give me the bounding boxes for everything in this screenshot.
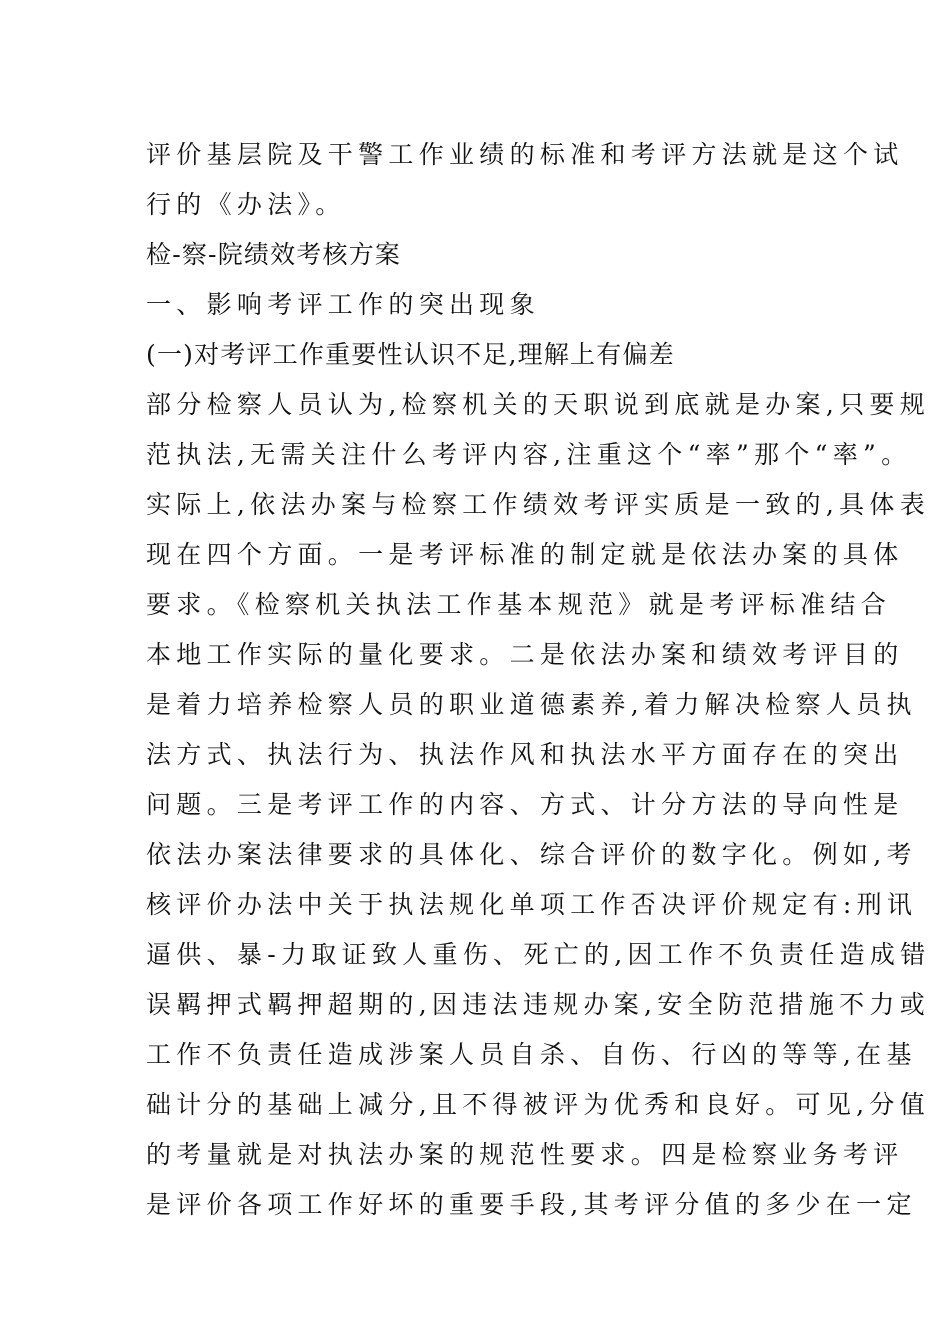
document-title: 检-察-院绩效考核方案 [146,240,402,269]
body-line: 础计分的基础上减分,且不得被评为优秀和良好。可见,分值 [146,1090,930,1119]
subsection-heading: (一)对考评工作重要性认识不足,理解上有偏差 [146,340,675,369]
body-line: 逼供、暴-力取证致人重伤、死亡的,因工作不负责任造成错 [146,940,931,969]
body-line: 法方式、执法行为、执法作风和执法水平方面存在的突出 [146,740,904,769]
body-line: 依法办案法律要求的具体化、综合评价的数字化。例如,考 [146,840,917,869]
body-line: 现在四个方面。一是考评标准的制定就是依法办案的具体 [146,540,904,569]
body-line: 实际上,依法办案与检察工作绩效考评实质是一致的,具体表 [146,490,930,519]
body-line: 的考量就是对执法办案的规范性要求。四是检察业务考评 [146,1140,904,1169]
section-heading: 一、影响考评工作的突出现象 [146,290,540,319]
body-line: 本地工作实际的量化要求。二是依法办案和绩效考评目的 [146,640,904,669]
body-line: 部分检察人员认为,检察机关的天职说到底就是办案,只要规 [146,390,930,419]
body-line: 是评价各项工作好坏的重要手段,其考评分值的多少在一定 [146,1190,917,1219]
body-line: 问题。三是考评工作的内容、方式、计分方法的导向性是 [146,790,904,819]
intro-line: 评价基层院及干警工作业绩的标准和考评方法就是这个试 [146,140,904,169]
body-line: 核评价办法中关于执法规化单项工作否决评价规定有:刑讯 [146,890,918,919]
document-text [146,130,931,1230]
intro-line: 行的《办法》。 [146,190,346,219]
body-line: 工作不负责任造成涉案人员自杀、自伤、行凶的等等,在基 [146,1040,917,1069]
body-line: 误羁押式羁押超期的,因违法违规办案,安全防范措施不力或 [146,990,930,1019]
body-line: 范执法,无需关注什么考评内容,注重这个“率”那个“率”。 [146,440,912,469]
body-line: 是着力培养检察人员的职业道德素养,着力解决检察人员执 [146,690,917,719]
body-line: 要求。《检察机关执法工作基本规范》就是考评标准结合 [146,590,892,619]
